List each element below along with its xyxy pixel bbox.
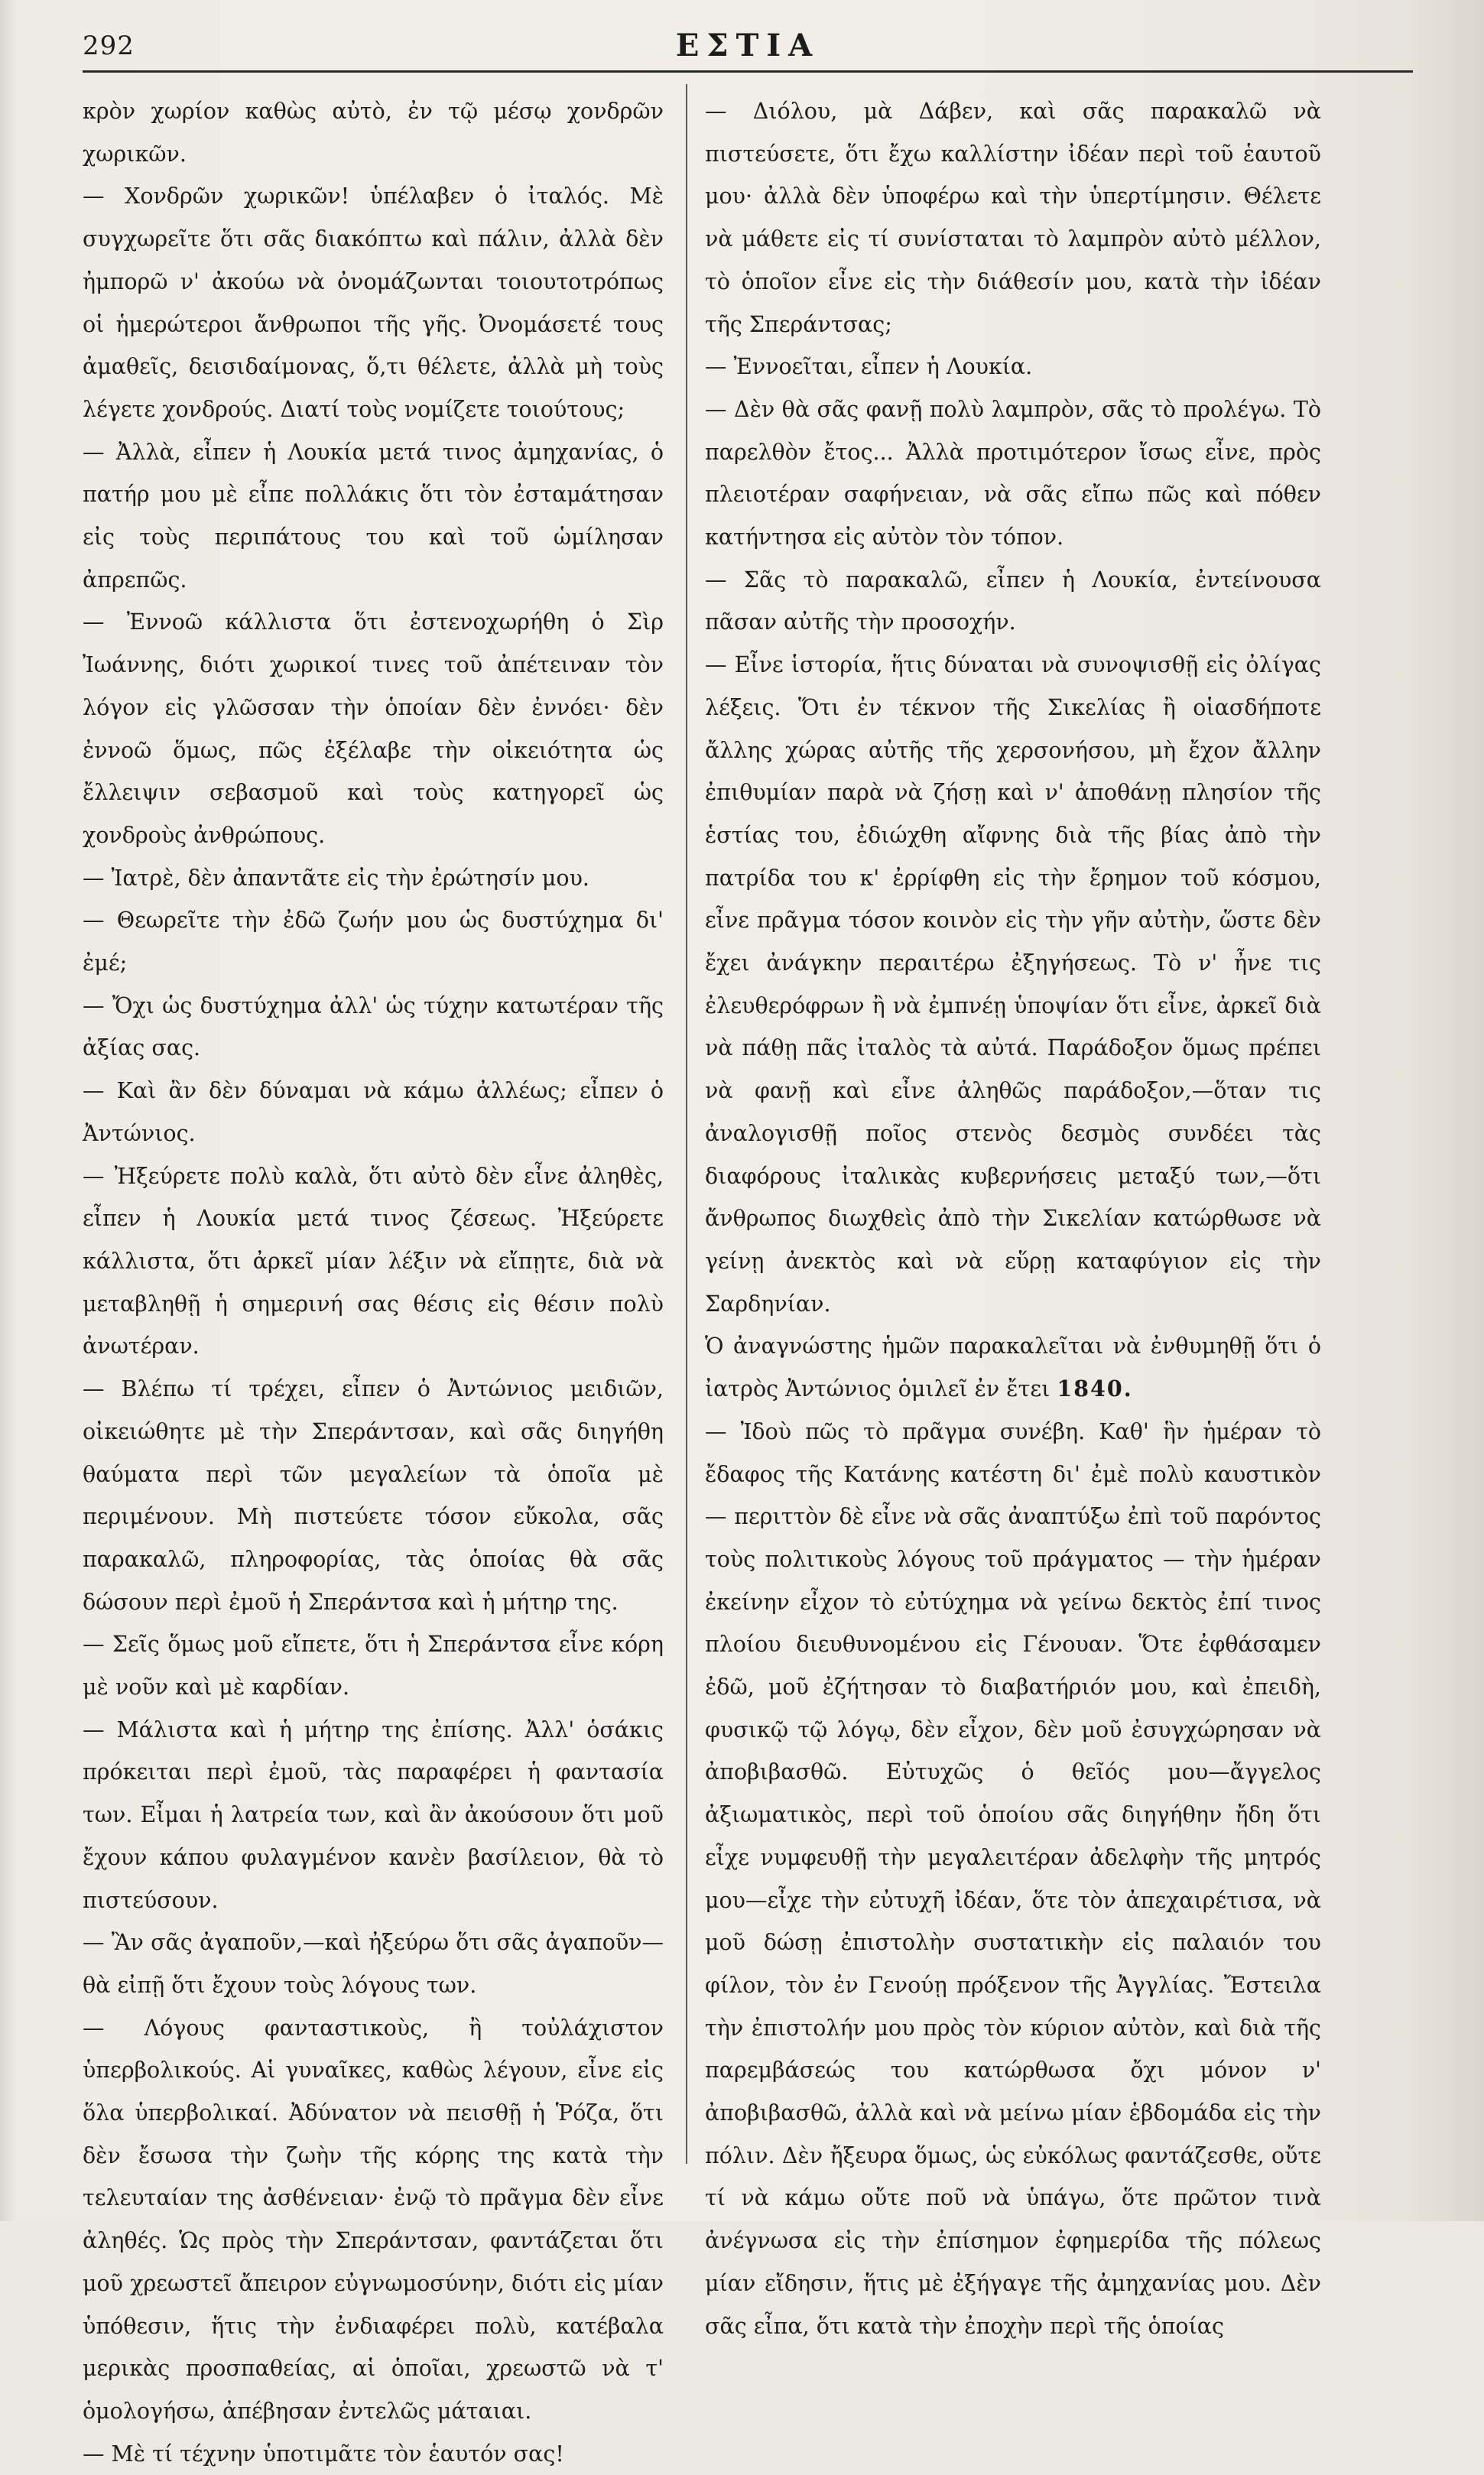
header-rule: [83, 70, 1413, 73]
paragraph: — Χονδρῶν χωρικῶν! ὑπέλαβεν ὁ ἰταλός. Μὲ συγχωρεῖτε ὅτι σᾶς διακόπτω καὶ πάλιν, ἀλλὰ δὲν ἠμπορῶ ν' ἀκούω νὰ ὀνομάζωνται τοιουτοτρόπως οἱ ἡμερώτεροι ἄνθρωποι τῆς γῆς. Ὀνομάσετέ τους ἀμαθεῖς, δεισιδαίμονας, ὅ,τι θέλετε, ἀλλὰ μὴ τοὺς λέγετε χονδρούς. Διατί τοὺς νομίζετε τοιούτους;: [83, 184, 664, 422]
paragraph: — Ἂν σᾶς ἀγαποῦν,—καὶ ἠξεύρω ὅτι σᾶς ἀγαποῦν—θὰ εἰπῇ ὅτι ἔχουν τοὺς λόγους των.: [83, 1930, 664, 1998]
paragraph: — Ὄχι ὡς δυστύχημα ἀλλ' ὡς τύχην κατωτέραν τῆς ἀξίας σας.: [83, 992, 664, 1061]
paragraph: — Εἶνε ἱστορία, ἥτις δύναται νὰ συνοψισθῇ εἰς ὀλίγας λέξεις. Ὅτι ἐν τέκνον τῆς Σικελίας ἢ οἱασδήποτε ἄλλης χώρας αὐτῆς τῆς χερσονήσου, μὴ ἔχον ἄλλην ἐπιθυμίαν παρὰ νὰ ζήσῃ καὶ ν' ἀποθάνῃ πλησίον τῆς ἑστίας του, ἐδιώχθη αἴφνης διὰ τῆς βίας ἀπὸ τὴν πατρίδα του κ' ἐρρίφθη εἰς τὴν ἔρημον τοῦ κόσμου, εἶνε πρᾶγμα τόσον κοινὸν εἰς τὴν γῆν αὐτὴν, ὥστε δὲν ἔχει ἀνάγκην περαιτέρω ἐξηγήσεως. Τὸ ν' ἦνε τις ἐλευθερόφρων ἢ νὰ ἐμπνέῃ ὑποψίαν ὅτι εἶνε, ἀρκεῖ διὰ νὰ πάθῃ πᾶς ἰταλὸς τὰ αὐτά. Παράδοξον ὅμως πρέπει νὰ φανῇ καὶ εἶνε ἀληθῶς παράδοξον,—ὅταν τις ἀναλογισθῇ ποῖος στενὸς δεσμὸς συνδέει τὰς διαφόρους ἰταλικὰς κυβερνήσεις μεταξύ των,—ὅτι ἄνθρωπος διωχθεὶς ἀπὸ τὴν Σικελίαν κατώρθωσε νὰ γείνῃ ἀνεκτὸς καὶ νὰ εὕρῃ καταφύγιον εἰς τὴν Σαρδηνίαν.: [705, 652, 1321, 1317]
paragraph: — Θεωρεῖτε τὴν ἐδῶ ζωήν μου ὡς δυστύχημα δι' ἐμέ;: [83, 908, 664, 976]
left-column: [83, 90, 664, 2467]
paragraph: — Σεῖς ὅμως μοῦ εἴπετε, ὅτι ἡ Σπεράντσα εἶνε κόρη μὲ νοῦν καὶ μὲ καρδίαν.: [83, 1632, 664, 1700]
paragraph: — Ἰατρὲ, δὲν ἀπαντᾶτε εἰς τὴν ἐρώτησίν μου.: [83, 865, 589, 891]
page-edge-shadow: [1400, 0, 1484, 2221]
paragraph-text: Ὁ ἀναγνώστης ἡμῶν παρακαλεῖται νὰ ἐνθυμηθῇ ὅτι ὁ ἰατρὸς Ἀντώνιος ὁμιλεῖ ἐν ἔτει: [705, 1333, 1321, 1402]
page-number: 292: [83, 31, 135, 61]
column-divider: [686, 84, 687, 2164]
paragraph: — Ἐννοῶ κάλλιστα ὅτι ἐστενοχωρήθη ὁ Σὶρ Ἰωάννης, διότι χωρικοί τινες τοῦ ἀπέτειναν τὸν λόγον εἰς γλῶσσαν τὴν ὁποίαν δὲν ἐννόει· δὲν ἐννοῶ ὅμως, πῶς ἐξέλαβε τὴν οἰκειότητα ὡς ἔλλειψιν σεβασμοῦ καὶ τοὺς κατηγορεῖ ὡς χονδροὺς ἀνθρώπους.: [83, 609, 664, 848]
paragraph: — Βλέπω τί τρέχει, εἶπεν ὁ Ἀντώνιος μειδιῶν, οἰκειώθητε μὲ τὴν Σπεράντσαν, καὶ σᾶς διηγήθη θαύματα περὶ τῶν μεγαλείων τὰ ὁποῖα μὲ περιμένουν. Μὴ πιστεύετε τόσον εὔκολα, σᾶς παρακαλῶ, πληροφορίας, τὰς ὁποίας θὰ σᾶς δώσουν περὶ ἐμοῦ ἡ Σπεράντσα καὶ ἡ μήτηρ της.: [83, 1376, 664, 1615]
paragraph: — Ἐννοεῖται, εἶπεν ἡ Λουκία.: [705, 354, 1033, 380]
paragraph: — Διόλου, μὰ Δάβεν, καὶ σᾶς παρακαλῶ νὰ πιστεύσετε, ὅτι ἔχω καλλίστην ἰδέαν περὶ τοῦ ἑαυτοῦ μου· ἀλλὰ δὲν ὑποφέρω καὶ τὴν ὑπερτίμησιν. Θέλετε νὰ μάθετε εἰς τί συνίσταται τὸ λαμπρὸν αὐτὸ μέλλον, τὸ ὁποῖον εἶνε εἰς τὴν διάθεσίν μου, κατὰ τὴν ἰδέαν τῆς Σπεράντσας;: [705, 99, 1321, 337]
paragraph: — Καὶ ἂν δὲν δύναμαι νὰ κάμω ἀλλέως; εἶπεν ὁ Ἀντώνιος.: [83, 1078, 664, 1146]
paragraph: κρὸν χωρίον καθὼς αὐτὸ, ἐν τῷ μέσῳ χονδρῶν χωρικῶν.: [83, 99, 664, 167]
paragraph: — Δὲν θὰ σᾶς φανῇ πολὺ λαμπρὸν, σᾶς τὸ προλέγω. Τὸ παρελθὸν ἔτος... Ἀλλὰ προτιμότερον ἴσως εἶνε, πρὸς πλειοτέραν σαφήνειαν, νὰ σᾶς εἴπω πῶς καὶ πόθεν κατήντησα εἰς αὐτὸν τὸν τόπον.: [705, 396, 1321, 551]
paragraph: — Μάλιστα καὶ ἡ μήτηρ της ἐπίσης. Ἀλλ' ὁσάκις πρόκειται περὶ ἐμοῦ, τὰς παραφέρει ἡ φαντασία των. Εἶμαι ἡ λατρεία των, καὶ ἂν ἀκούσουν ὅτι μοῦ ἔχουν κάπου φυλαγμένον κανὲν βασίλειον, θὰ τὸ πιστεύσουν.: [83, 1717, 664, 1913]
paragraph: — Μὲ τί τέχνην ὑποτιμᾶτε τὸν ἑαυτόν σας!: [83, 2441, 564, 2467]
paragraph-with-year: [705, 1325, 1321, 1410]
paragraph: — Σᾶς τὸ παρακαλῶ, εἶπεν ἡ Λουκία, ἐντείνουσα πᾶσαν αὐτῆς τὴν προσοχήν.: [705, 567, 1321, 635]
paragraph: — Λόγους φανταστικοὺς, ἢ τοὐλάχιστον ὑπερβολικούς. Αἱ γυναῖκες, καθὼς λέγουν, εἶνε εἰς ὅλα ὑπερβολικαί. Ἀδύνατον νὰ πεισθῇ ἡ Ῥόζα, ὅτι δὲν ἔσωσα τὴν ζωὴν τῆς κόρης της κατὰ τὴν τελευταίαν της ἀσθένειαν· ἐνῷ τὸ πρᾶγμα δὲν εἶνε ἀληθές. Ὡς πρὸς τὴν Σπεράντσαν, φαντάζεται ὅτι μοῦ χρεωστεῖ ἄπειρον εὐγνωμοσύνην, διότι εἰς μίαν ὑπόθεσιν, ἥτις τὴν ἐνδιαφέρει πολὺ, κατέβαλα μερικὰς προσπαθείας, αἱ ὁποῖαι, χρεωστῶ νὰ τ' ὁμολογήσω, ἀπέβησαν ἐντελῶς μάταιαι.: [83, 2015, 664, 2424]
right-column: [705, 90, 1321, 2339]
paragraph: — Ἰδοὺ πῶς τὸ πρᾶγμα συνέβη. Καθ' ἣν ἡμέραν τὸ ἔδαφος τῆς Κατάνης κατέστη δι' ἐμὲ πολὺ καυστικὸν — περιττὸν δὲ εἶνε νὰ σᾶς ἀναπτύξω ἐπὶ τοῦ παρόντος τοὺς πολιτικοὺς λόγους τοῦ πράγματος — τὴν ἡμέραν ἐκείνην εἶχον τὸ εὐτύχημα νὰ γείνω δεκτὸς ἐπί τινος πλοίου διευθυνομένου εἰς Γένουαν. Ὅτε ἐφθάσαμεν ἐδῶ, μοῦ ἐζήτησαν τὸ διαβατήριόν μου, καὶ ἐπειδὴ, φυσικῷ τῷ λόγῳ, δὲν εἶχον, δὲν μοῦ ἐσυγχώρησαν νὰ ἀποβιβασθῶ. Εὐτυχῶς ὁ θεῖός μου—ἄγγελος ἀξιωματικὸς, περὶ τοῦ ὁποίου σᾶς διηγήθην ἤδη ὅτι εἶχε νυμφευθῇ τὴν μεγαλειτέραν ἀδελφὴν τῆς μητρός μου—εἶχε τὴν εὐτυχῆ ἰδέαν, ὅτε τὸν ἀπεχαιρέτισα, νὰ μοῦ δώσῃ ἐπιστολὴν συστατικὴν εἰς παλαιόν του φίλον, τὸν ἐν Γενούῃ πρόξενον τῆς Ἀγγλίας. Ἔστειλα τὴν ἐπιστολήν μου πρὸς τὸν κύριον αὐτὸν, καὶ διὰ τῆς παρεμβάσεώς του κατώρθωσα ὄχι μόνον ν' ἀποβιβασθῶ, ἀλλὰ καὶ νὰ μείνω μίαν ἑβδομάδα εἰς τὴν πόλιν. Δὲν ἤξευρα ὅμως, ὡς εὐκόλως φαντάζεσθε, οὔτε τί νὰ κάμω οὔτε ποῦ νὰ ὑπάγω, ὅτε πρῶτον τινὰ ἀνέγνωσα εἰς τὴν ἐπίσημον ἐφημερίδα τῆς πόλεως μίαν εἴδησιν, ἥτις μὲ ἐξήγαγε τῆς ἀμηχανίας μου. Δὲν σᾶς εἶπα, ὅτι κατὰ τὴν ἐποχὴν περὶ τῆς ὁποίας: [705, 1418, 1321, 2339]
page-header: [83, 23, 1413, 66]
paragraph: — Ἠξεύρετε πολὺ καλὰ, ὅτι αὐτὸ δὲν εἶνε ἀληθὲς, εἶπεν ἡ Λουκία μετά τινος ζέσεως. Ἠξεύρετε κάλλιστα, ὅτι ἀρκεῖ μίαν λέξιν νὰ εἴπῃτε, διὰ νὰ μεταβληθῇ ἡ σημερινή σας θέσις εἰς θέσιν πολὺ ἀνωτέραν.: [83, 1163, 664, 1359]
journal-title: ΕΣΤΙΑ: [675, 28, 820, 63]
paragraph: — Ἀλλὰ, εἶπεν ἡ Λουκία μετά τινος ἀμηχανίας, ὁ πατήρ μου μὲ εἶπε πολλάκις ὅτι τὸν ἐσταμάτησαν εἰς τοὺς περιπάτους του καὶ τοῦ ὡμίλησαν ἀπρεπῶς.: [83, 439, 664, 593]
year-text: 1840.: [1057, 1376, 1133, 1402]
